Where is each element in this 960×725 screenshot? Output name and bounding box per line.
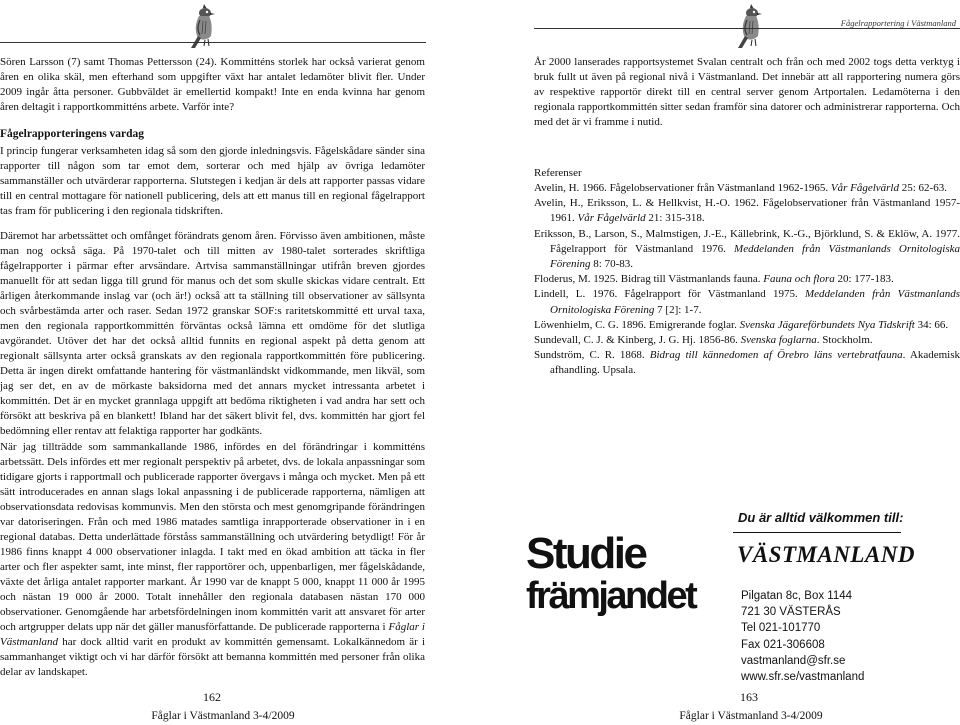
page-number: 162 [203,690,221,704]
reference-item: Sundström, C. R. 1868. Bidrag till kännedomen af Örebro läns vertebratfauna. Akademisk afhandling. Upsala. [534,349,960,377]
ad-postal-line: 721 30 VÄSTERÅS [741,606,841,619]
references-heading: Referenser [534,167,582,179]
reference-item: Lindell, L. 1976. Fågelrapport för Västmanland 1975. Meddelanden från Västmanlands Ornitologiska Förening 7 [2]: 1-7. [534,288,960,316]
intro-paragraph: År 2000 lanserades rapportsystemet Svalan centralt och från och med 2002 togs detta verktyg i bruk fullt ut även på regional nivå i Västmanland. Det innebär att all rapportering numera görs av respektive rapportör direkt till en central server genom Artportalen. Ledamöterna i den regionala rapportkommittén sitter sedan framför sina datorer och administrerar rapporterna. Och med det är vi framme i nutid. [534,56,960,128]
ad-region-title: VÄSTMANLAND [737,542,916,567]
references-list [534,181,960,379]
ad-fax-line: Fax 021-306608 [741,638,825,651]
ad-website-link[interactable]: www.sfr.se/vastmanland [741,671,865,684]
ad-phone-line: Tel 021-101770 [741,622,821,635]
ad-welcome-text: Du är alltid välkommen till: [738,510,904,525]
section-heading: Fågelrapporteringens vardag [0,128,145,140]
logo-word-framjandet: främjandet [526,575,696,617]
ad-email-link[interactable]: vastmanland@sfr.se [741,654,846,667]
ad-rule [733,532,901,533]
reference-item: Sundevall, C. J. & Kinberg, J. G. Hj. 1856-86. Svenska foglarna. Stockholm. [534,334,873,347]
left-column [0,55,425,439]
reference-item: Floderus, M. 1925. Bidrag till Västmanlands fauna. Fauna och flora 20: 177-183. [534,273,894,286]
reference-item: Avelin, H., Eriksson, L. & Hellkvist, H.-O. 1962. Fågelobservationer från Västmanland 1957-1961. Vår Fågelvärld 21: 315-318. [534,197,960,225]
body-paragraph: Däremot har arbetssättet och omfånget förändrats genom åren. Förvisso även ambitionen, måste man nog också säga. På 1970-talet och till mitten av 1980-talet sorterades skriftliga fågelrapporter i pärmar efter arvsändare. Artvisa sammanställningar utifrån breven gjordes manuellt för att sedan ligga till grund för manus och det som skulle skickas vidare centralt. Ett årligen återkommande inslag var (och är!) också att ta ställning till observationer av sällsynta och svårbestämda arter och raser. Sedan 1972 granskar SOF:s raritetskommitté ett urval taxa, men den regionala rapportkommittén förväntas också lämna ett omdöme för det slutliga avgörandet. Utöver det har det också alltid funnits en regional aspekt på detta genom att regionalt sällsynta arter också granskats av den regionala rapportkommittén före publicering. Detta är ingen direkt omfattande hantering för västmanländskt vidkommande, men likväl, som jag ser det, en av de mörkaste baksidorna med det annars mycket intressanta arbetet i kommittén. Det är en mycket grannlaga uppgift att bedöma riktigheten i vad andra har sett och försökt att beskriva på en blankett! Ibland har det säkert blivit fel, dvs. kommittén har gjort fel bedömning eller rentav att felaktiga rapporter har godkänts. [0,230,425,437]
left-column-lower [0,440,425,680]
bird-illustration-left [185,2,223,55]
header-rule-right [534,28,960,29]
intro-paragraph: Sören Larsson (7) samt Thomas Pettersson (24). Kommitténs storlek har också varierat genom åren en olika skäl, men efterhand som uppgifter växt har antalet ledamöter blivit fler. Under 2009 ingår åtta personer. Gubbväldet är emellertid kompakt! Inte en enda kvinna har genom åren deltagit i rapportkommitténs arbete. Varför inte? [0,56,425,113]
reference-item: Löwenhielm, C. G. 1896. Emigrerande foglar. Svenska Jägareförbundets Nya Tidskrift 34: 66. [534,318,949,331]
studiefrajandet-logo-icon [526,522,696,618]
studiefrajandet-logo [526,522,696,618]
bird-icon [732,2,770,50]
ad-address-line: Pilgatan 8c, Box 1144 [741,590,853,602]
running-title: Fågelrapportering i Västmanland [840,18,956,28]
logo-word-studie: Studie [526,529,646,578]
reference-item: Avelin, H. 1966. Fågelobservationer från Västmanland 1962-1965. Vår Fågelvärld 25: 62-63. [534,182,947,194]
ad-contact-block [741,588,864,685]
right-column [534,55,960,379]
page-footer: Fåglar i Västmanland 3-4/2009 [151,710,295,722]
reference-item: Eriksson, B., Larson, S., Malmstigen, J.-E., Källebrink, K.-G., Björklund, S. & Eklöw, A. 1977. Fågelrapport för Västmanland 1976. Meddelanden från Västmanlands Ornitologiska Förening 8: 70-83. [534,227,960,271]
page-footer: Fåglar i Västmanland 3-4/2009 [679,710,823,722]
body-paragraph: I princip fungerar verksamheten idag så som den gjorde inledningsvis. Fågelskådare sänder sina rapporter till någon som tar emot dem, sorterar och med hjälp av övriga ledamöter sammanställer och utvärderar rapporterna. Slutstegen i kedjan är dels att rapporter passas vidare till en central mottagare för nationell publicering, dels att ett manus till en regional fågelrapport tas fram för publicering i den regionala tidskriften. [0,145,425,217]
header-rule-left [0,42,426,43]
body-paragraph: När jag tillträdde som sammankallande 1986, infördes en del förändringar i kommitténs arbetssätt. Dels infördes ett mer regionalt perspektiv på arbetet, dvs. de lokala anpassningar som tidigare gjorts i rapportmall och publicerade rapporter övergavs i många och mycket. Men på ett sätt introducerades en annan slags lokal anpassning i de publicerade rapporterna, nämligen att observationsdata redovisas kommunvis. Men den största och mest genomgripande förändringen var datoriseringen. Från och med 1986 matades samtliga inrapporterade observationer in i en regional databas. Detta underlättade förståss sammanställning och utvärdering betydligt! För år 1986 finns knappt 4 000 observationer inlagda. I takt med en ökad ambition att täcka in fler arter och fler aspekter samt, inte minst, fler rapportörer och, uppenbarligen, mer fågelskådande, växte det årliga antalet rapporter markant. År 1990 var de knappt 5 000, knappt 11 000 år 1995 och nästan 19 000 år 2000. Totalt innehåller den regionala databasen nästan 170 000 observationer. Genomgående har arbetsfördelningen inom kommittén varit att ansvaret för arter och artgrupper delats upp när det gäller manusförfattande. De publicerade rapporterna i Fåglar i Västmanland har dock alltid varit en produkt av kommittén gemensamt. Lokalkännedom är i sammanhanget viktigt och vi har därför försökt att bemanna kommittén med personer från olika delar av landskapet. [0,441,425,678]
page-number: 163 [740,690,758,704]
